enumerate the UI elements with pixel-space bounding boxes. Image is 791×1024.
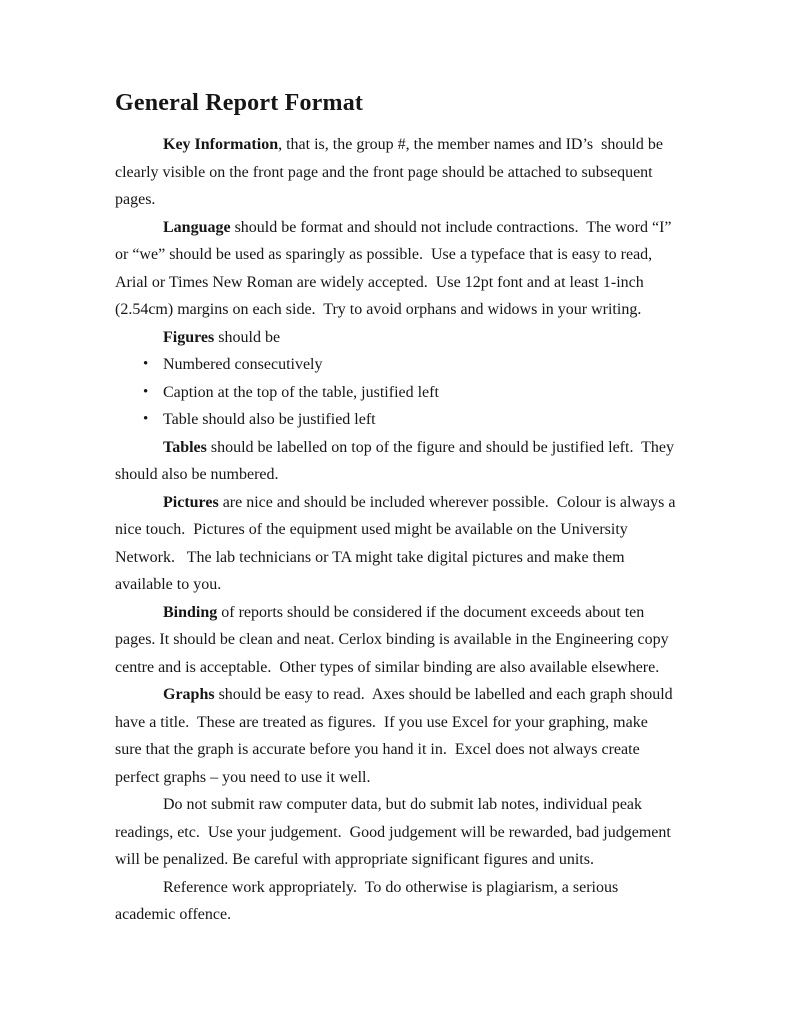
paragraph: Key Information, that is, the group #, the member names and ID’s should be clearly visible on the front page and the front page should be attached to subsequent pages. [115, 136, 667, 208]
paragraph-lead: Figures [163, 328, 215, 346]
bullet-item: • Numbered consecutively [115, 351, 677, 379]
paragraph: Tables should be labelled on top of the figure and should be justified left. They should also be numbered. [115, 438, 679, 483]
paragraph: Reference work appropriately. To do otherwise is plagiarism, a serious academic offence. [115, 878, 623, 923]
paragraph-lead: Key Information [163, 136, 279, 153]
paragraph-lead: Tables [163, 438, 207, 456]
paragraph: Pictures are nice and should be included wherever possible. Colour is always a nice touch. Pictures of the equipment used might be available on the University Network. The lab technicians or TA might take digital pictures and make them available to you. [115, 493, 680, 593]
bullet-list [115, 351, 677, 434]
document-body [115, 131, 680, 929]
document-title: General Report Format [115, 90, 364, 116]
paragraph: Do not submit raw computer data, but do submit lab notes, individual peak readings, etc. Use your judgement. Good judgement will be rewarded, bad judgement will be penalized. Be careful with appropriate significant figures and units. [115, 796, 675, 868]
paragraph-lead: Graphs [163, 686, 215, 703]
bullet-item: • Caption at the top of the table, justified left [115, 379, 677, 407]
paragraph-lead: Binding [163, 603, 218, 621]
bullet-item: • Table should also be justified left [115, 406, 677, 434]
paragraph-lead: Language [163, 218, 231, 236]
paragraph: Figures should be [163, 328, 281, 346]
paragraph-lead: Pictures [163, 493, 219, 511]
paragraph: Language should be format and should not include contractions. The word “I” or “we” should be used as sparingly as possible. Use a typeface that is easy to read, Arial or Times New Roman are widely accepted. Use 12pt font and at least 1-inch (2.54cm) margins on each side. Try to avoid orphans and widows in your writing. [115, 218, 676, 318]
paragraph: Binding of reports should be considered if the document exceeds about ten pages. It should be clean and neat. Cerlox binding is available in the Engineering copy centre and is acceptable. Other types of similar binding are also available elsewhere. [115, 603, 673, 676]
paragraph: Graphs should be easy to read. Axes should be labelled and each graph should have a title. These are treated as figures. If you use Excel for your graphing, make sure that the graph is accurate before you hand it in. Excel does not always create perfect graphs – you need to use it well. [115, 686, 677, 786]
